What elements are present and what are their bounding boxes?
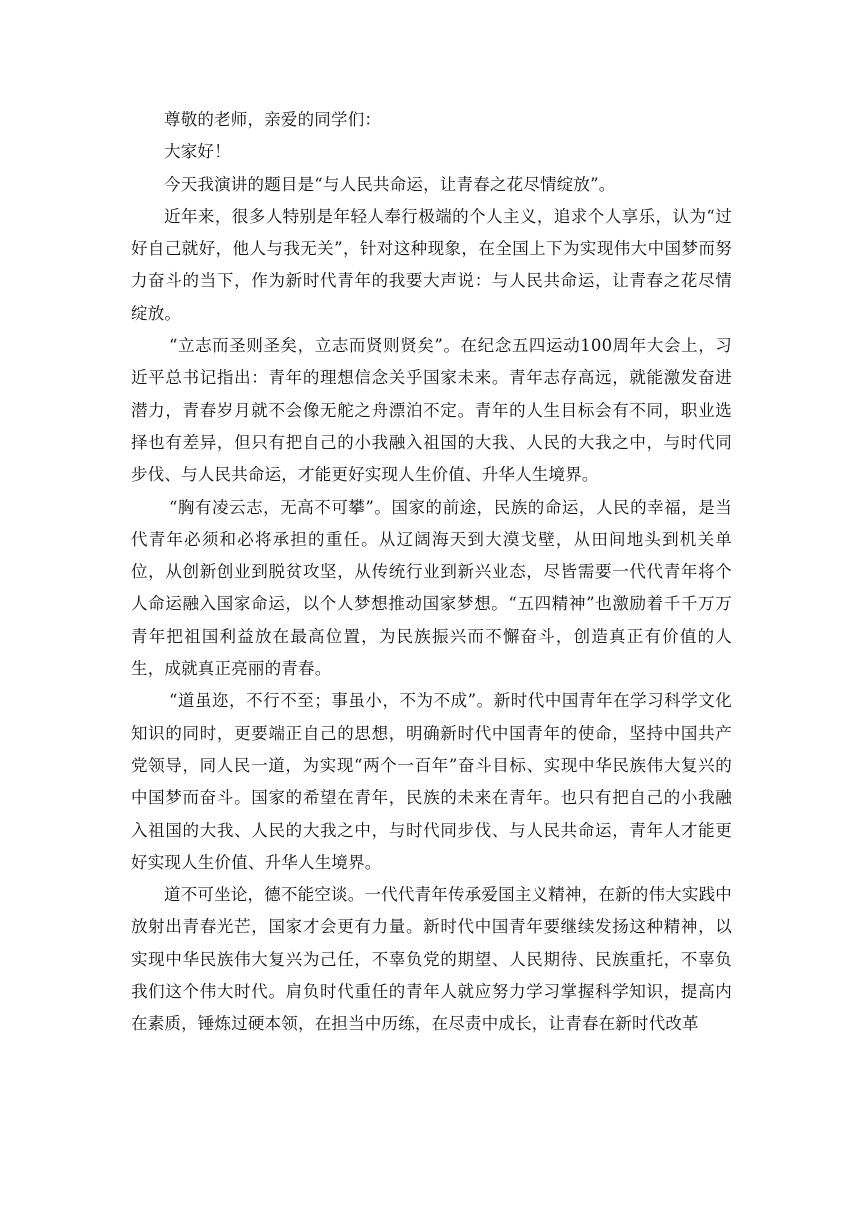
paragraph-3: “胸有凌云志，无高不可攀”。国家的前途，民族的命运，人民的幸福，是当代青年必须和必将承担的重任。从辽阔海天到大漠戈壁，从田间地头到机关单位，从创新创业到脱贫攻坚，从传统行业到新兴业态，尽皆需要一代代青年将个人命运融入国家命运，以个人梦想推动国家梦想。“五四精神”也激励着千千万万青年把祖国利益放在最高位置，为民族振兴而不懈奋斗，创造真正有价值的人生，成就真正亮丽的青春。 [131, 497, 732, 679]
greeting: 大家好！ [164, 142, 231, 162]
paragraph-1: 近年来，很多人特别是年轻人奉行极端的个人主义，追求个人享乐，认为“过好自己就好，他人与我无关”，针对这种现象，在全国上下为实现伟大中国梦而努力奋斗的当下，作为新时代青年的我要大声说：与人民共命运，让青春之花尽情绽放。 [131, 206, 732, 323]
paragraph-4: “道虽迩，不行不至；事虽小，不为不成”。新时代中国青年在学习科学文化知识的同时，更要端正自己的思想，明确新时代中国青年的使命，坚持中国共产党领导，同人民一道，为实现“两个一百年”奋斗目标、实现中华民族伟大复兴的中国梦而奋斗。国家的希望在青年，民族的未来在青年。也只有把自己的小我融入祖国的大我、人民的大我之中，与时代同步伐、与人民共命运，青年人才能更好实现人生价值、升华人生境界。 [131, 691, 732, 872]
salutation: 尊敬的老师，亲爱的同学们： [164, 110, 382, 129]
paragraph-2: “立志而圣则圣矣，立志而贤则贤矣”。在纪念五四运动100周年大会上，习近平总书记指出：青年的理想信念关乎国家未来。青年志存高远，就能激发奋进潜力，青春岁月就不会像无舵之舟漂泊不定。青年的人生目标会有不同，职业选择也有差异，但只有把自己的小我融入祖国的大我、人民的大我之中，与时代同步伐、与人民共命运，才能更好实现人生价值、升华人生境界。 [131, 336, 732, 485]
speech-topic: 今天我演讲的题目是“与人民共命运，让青春之花尽情绽放”。 [164, 174, 616, 194]
paragraph-5: 道不可坐论，德不能空谈。一代代青年传承爱国主义精神，在新的伟大实践中放射出青春光芒，国家才会更有力量。新时代中国青年要继续发扬这种精神，以实现中华民族伟大复兴为己任，不辜负党的期望、人民期待、民族重托，不辜负我们这个伟大时代。肩负时代重任的青年人就应努力学习掌握科学知识，提高内在素质，锤炼过硬本领，在担当中历练，在尽责中成长，让青春在新时代改革 [131, 885, 732, 1034]
speech-document [131, 104, 732, 1041]
